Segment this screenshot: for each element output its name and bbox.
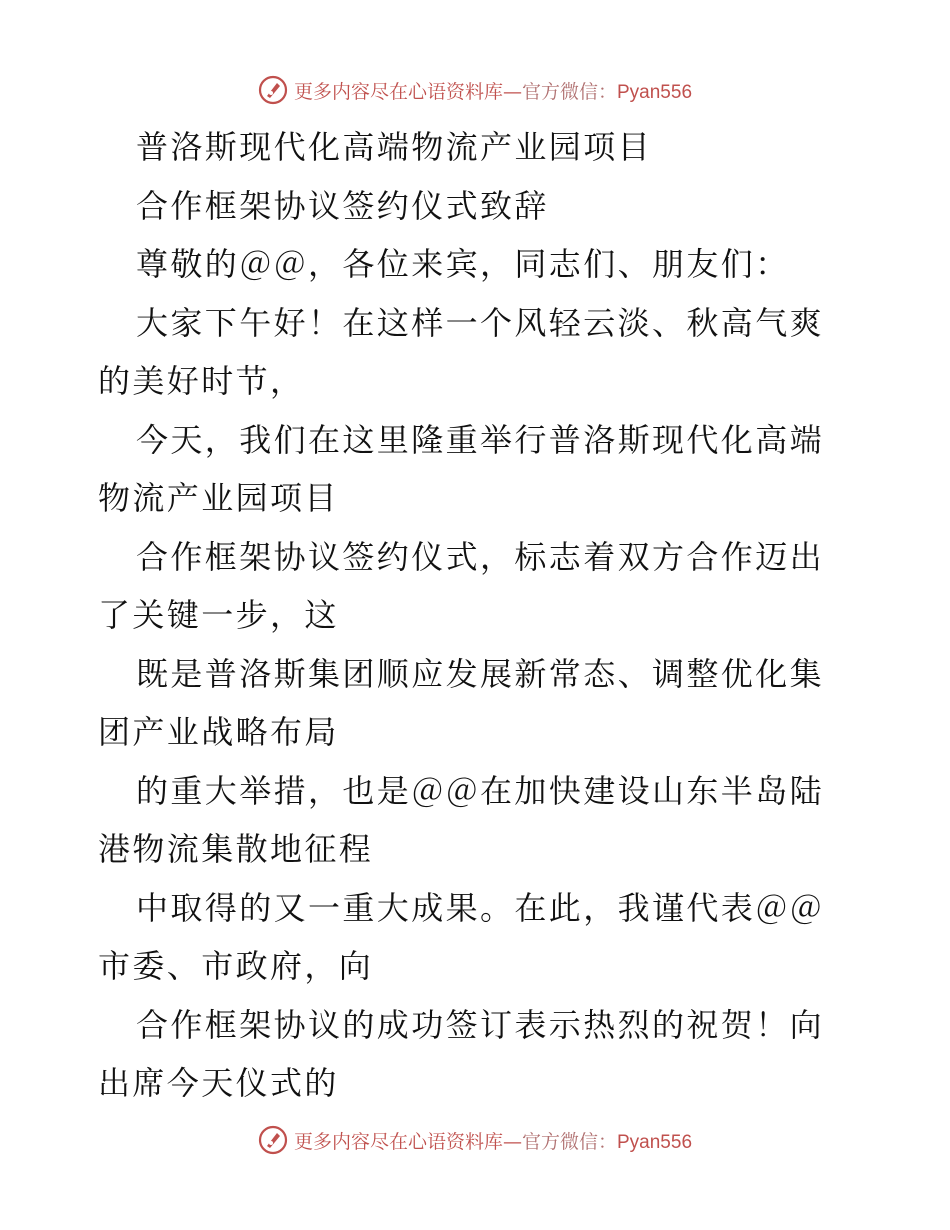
banner-dash: — (502, 80, 522, 103)
paragraph: 今天，我们在这里隆重举行普洛斯现代化高端物流产业园项目 (98, 420, 825, 517)
banner-text (294, 77, 692, 104)
paragraph: 大家下午好！在这样一个风轻云淡、秋高气爽的美好时节， (98, 303, 825, 400)
header-banner (0, 70, 950, 110)
pen-nib-logo-icon (258, 1125, 288, 1155)
banner-main-text: 更多内容尽在心语资料库 (293, 1130, 503, 1153)
paragraph: 合作框架协议签约仪式，标志着双方合作迈出了关键一步，这 (98, 537, 825, 634)
footer-banner (0, 1120, 950, 1160)
banner-official-label: 官方微信： (521, 80, 617, 103)
banner-official-label: 官方微信： (521, 1130, 617, 1153)
banner-dash: — (502, 1130, 522, 1153)
banner-account: Pyan556 (617, 1131, 693, 1153)
paragraph-salutation: 尊敬的＠＠，各位来宾，同志们、朋友们： (136, 245, 790, 283)
banner-main-text: 更多内容尽在心语资料库 (293, 80, 503, 103)
pen-nib-logo-icon (258, 75, 288, 105)
paragraph: 中取得的又一重大成果。在此，我谨代表＠＠市委、市政府，向 (98, 888, 825, 985)
paragraph: 合作框架协议的成功签订表示热烈的祝贺！向出席今天仪式的 (98, 1005, 825, 1102)
banner-text (294, 1127, 692, 1154)
document-body (98, 118, 858, 1113)
paragraph: 既是普洛斯集团顺应发展新常态、调整优化集团产业战略布局 (98, 654, 825, 751)
paragraph: 的重大举措，也是＠＠在加快建设山东半岛陆港物流集散地征程 (98, 771, 825, 868)
paragraph-title-1: 普洛斯现代化高端物流产业园项目 (136, 128, 653, 166)
banner-account: Pyan556 (617, 81, 693, 103)
paragraph-title-2: 合作框架协议签约仪式致辞 (136, 186, 549, 225)
